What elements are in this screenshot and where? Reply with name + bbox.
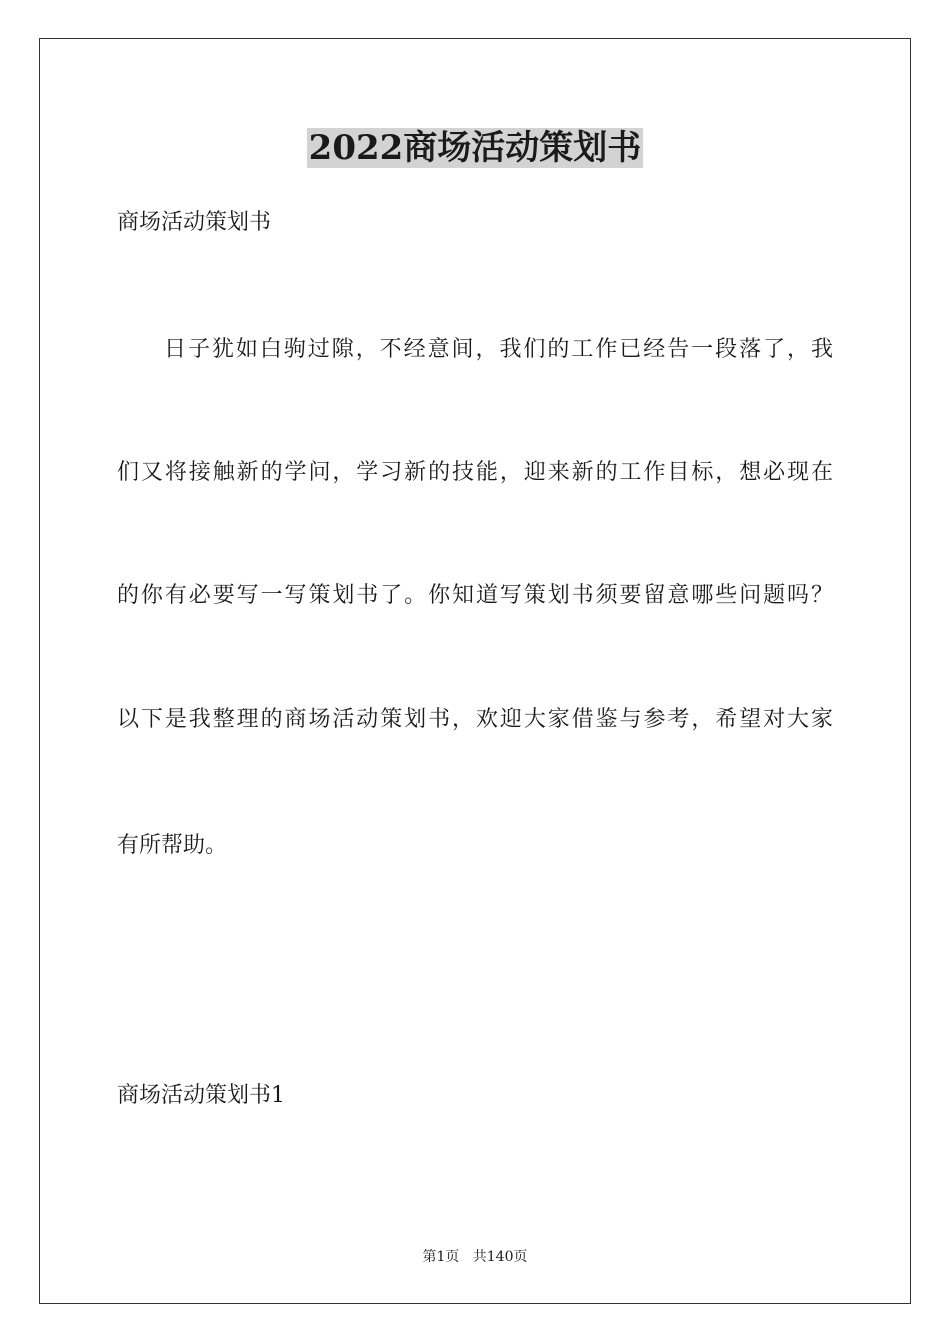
section-heading: 商场活动策划书1 [117, 1083, 285, 1108]
intro-line-4: 以下是我整理的商场活动策划书，欢迎大家借鉴与参考，希望对大家 [117, 707, 833, 732]
document-title [0, 126, 950, 170]
document-subtitle: 商场活动策划书 [117, 210, 272, 235]
page-number-footer: 第1页 共140页 [422, 1249, 528, 1265]
document-title-text: 2022商场活动策划书 [308, 128, 642, 168]
intro-line-3: 的你有必要写一写策划书了。你知道写策划书须要留意哪些问题吗？ [117, 583, 833, 608]
intro-line-5: 有所帮助。 [117, 833, 228, 858]
intro-line-2: 们又将接触新的学问，学习新的技能，迎来新的工作目标，想必现在 [117, 460, 833, 485]
intro-line-1: 日子犹如白驹过隙，不经意间，我们的工作已经告一段落了，我 [164, 337, 833, 362]
